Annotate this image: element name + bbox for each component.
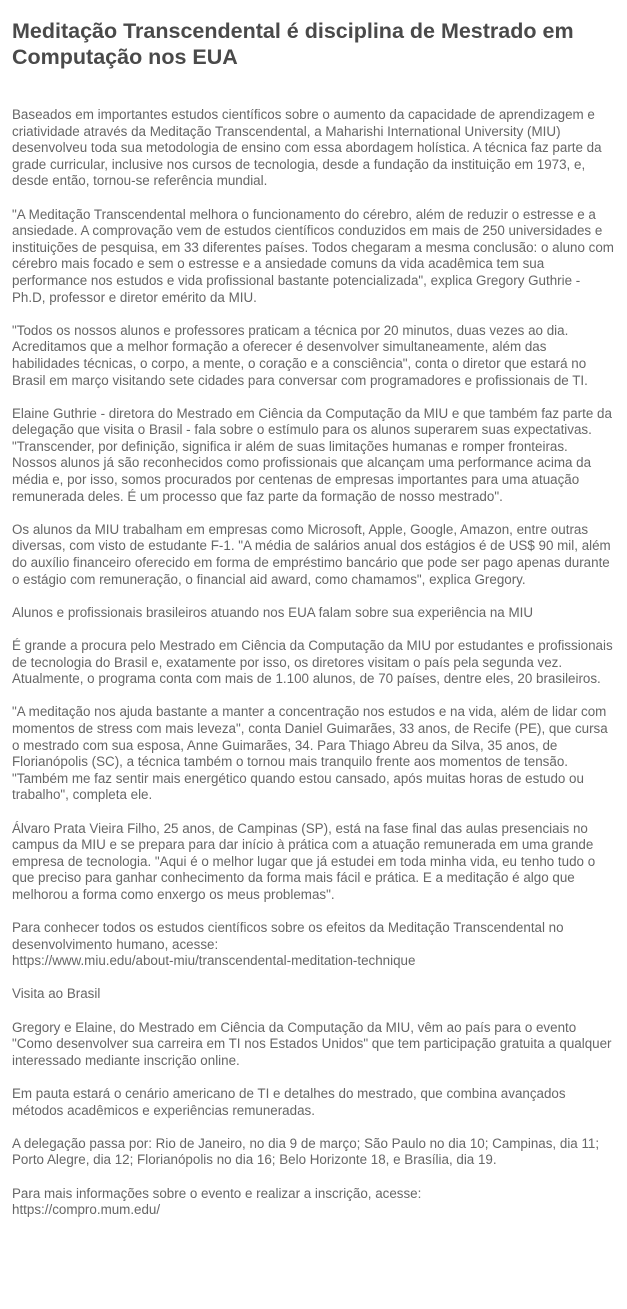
paragraph: Em pauta estará o cenário americano de TI e detalhes do mestrado, que combina avançados métodos acadêmicos e experiências remuneradas. (12, 1086, 566, 1118)
paragraph: "A meditação nos ajuda bastante a manter a concentração nos estudos e na vida, além de lidar com momentos de stress com mais leveza", conta Daniel Guimarães, 33 anos, de Recife (PE), que cursa o mestrado com sua esposa, Anne Guimarães, 34. Para Thiago Abreu da Silva, 35 anos, de Florianópolis (SC), a técnica também o tornou mais tranquilo frente aos momentos de tensão. "Também me faz sentir mais energético quando estou cansado, após muitas horas de estudo ou trabalho", completa ele. (12, 704, 608, 803)
studies-intro: Para conhecer todos os estudos científicos sobre os efeitos da Meditação Transcendental no desenvolvimento humano, acesse: (12, 920, 564, 952)
paragraph: "Todos os nossos alunos e professores praticam a técnica por 20 minutos, duas vezes ao dia. Acreditamos que a melhor formação a oferecer é desenvolver simultaneamente, além das habilidades técnicas, o corpo, a mente, o coração e a consciência", conta o diretor que estará no Brasil em março visitando sete cidades para conversar com programadores e profissionais de TI. (12, 322, 588, 388)
visit-heading: Visita ao Brasil (12, 986, 101, 1002)
studies-paragraph (12, 920, 615, 970)
subheading-brazilian-students: Alunos e profissionais brasileiros atuando nos EUA falam sobre sua experiência na MIU (12, 604, 534, 620)
paragraph: Álvaro Prata Vieira Filho, 25 anos, de Campinas (SP), está na fase final das aulas presenciais no campus da MIU e se prepara para dar início à prática com a atuação remunerada em uma grande empresa de tecnologia. "Aqui é o melhor lugar que já estudei em toda minha vida, eu tenho tudo o que preciso para ganhar conhecimento da forma mais fácil e prática. E a meditação é algo que melhorou a forma como enxergo os meus problemas". (12, 820, 596, 902)
studies-link[interactable]: https://www.miu.edu/about-miu/transcendental-meditation-technique (12, 953, 416, 969)
paragraph: Baseados em importantes estudos científicos sobre o aumento da capacidade de aprendizagem e criatividade através da Meditação Transcendental, a Maharishi International University (MIU) desenvolveu toda sua metodologia de ensino com essa abordagem holística. A técnica faz parte da grade curricular, inclusive nos cursos de tecnologia, desde a fundação da instituição em 1973, e, desde então, tornou-se referência mundial. (12, 107, 602, 189)
article-body (12, 107, 615, 1219)
info-link[interactable]: https://compro.mum.edu/ (12, 1202, 161, 1218)
paragraph: Os alunos da MIU trabalham em empresas como Microsoft, Apple, Google, Amazon, entre outras diversas, com visto de estudante F-1. "A média de salários anual dos estágios é de US$ 90 mil, além do auxílio financeiro oferecido em forma de empréstimo bancário que pode ser pago apenas durante o estágio com remuneração, o financial aid award, como chamamos", explica Gregory. (12, 521, 611, 587)
paragraph: Elaine Guthrie - diretora do Mestrado em Ciência da Computação da MIU e que também faz parte da delegação que visita o Brasil - fala sobre o estímulo para os alunos superarem suas expectativas. "Transcender, por definição, significa ir além de suas limitações humanas e romper fronteiras. Nossos alunos já são reconhecidos como profissionais que alcançam uma performance acima da média e, por isso, somos procurados por centenas de empresas importantes para uma atuação remunerada deles. É um processo que faz parte da formação de nosso mestrado". (12, 405, 612, 504)
info-intro: Para mais informações sobre o evento e realizar a inscrição, acesse: (12, 1185, 422, 1201)
paragraph: "A Meditação Transcendental melhora o funcionamento do cérebro, além de reduzir o estresse e a ansiedade. A comprovação vem de estudos científicos conduzidos em mais de 250 universidades e instituições de pesquisa, em 33 diferentes países. Todos chegaram a mesma conclusão: o aluno com cérebro mais focado e sem o estresse e a ansiedade comuns da vida acadêmica tem sua performance nos estudos e vida profissional bastante potencializada", explica Gregory Guthrie - Ph.D, professor e diretor emérito da MIU. (12, 206, 614, 305)
article-title: Meditação Transcendental é disciplina de Mestrado em Computação nos EUA (12, 19, 574, 69)
info-paragraph (12, 1186, 615, 1219)
paragraph: A delegação passa por: Rio de Janeiro, no dia 9 de março; São Paulo no dia 10; Campinas, dia 11; Porto Alegre, dia 12; Florianópolis no dia 16; Belo Horizonte 18, e Brasília, dia 19. (12, 1135, 600, 1168)
paragraph: É grande a procura pelo Mestrado em Ciência da Computação da MIU por estudantes e profissionais de tecnologia do Brasil e, exatamente por isso, os diretores visitam o país pela segunda vez. Atualmente, o programa conta com mais de 1.100 alunos, de 70 países, dentre eles, 20 brasileiros. (12, 638, 613, 687)
paragraph: Gregory e Elaine, do Mestrado em Ciência da Computação da MIU, vêm ao país para o evento "Como desenvolver sua carreira em TI nos Estados Unidos" que tem participação gratuita a qualquer interessado mediante inscrição online. (12, 1019, 612, 1068)
